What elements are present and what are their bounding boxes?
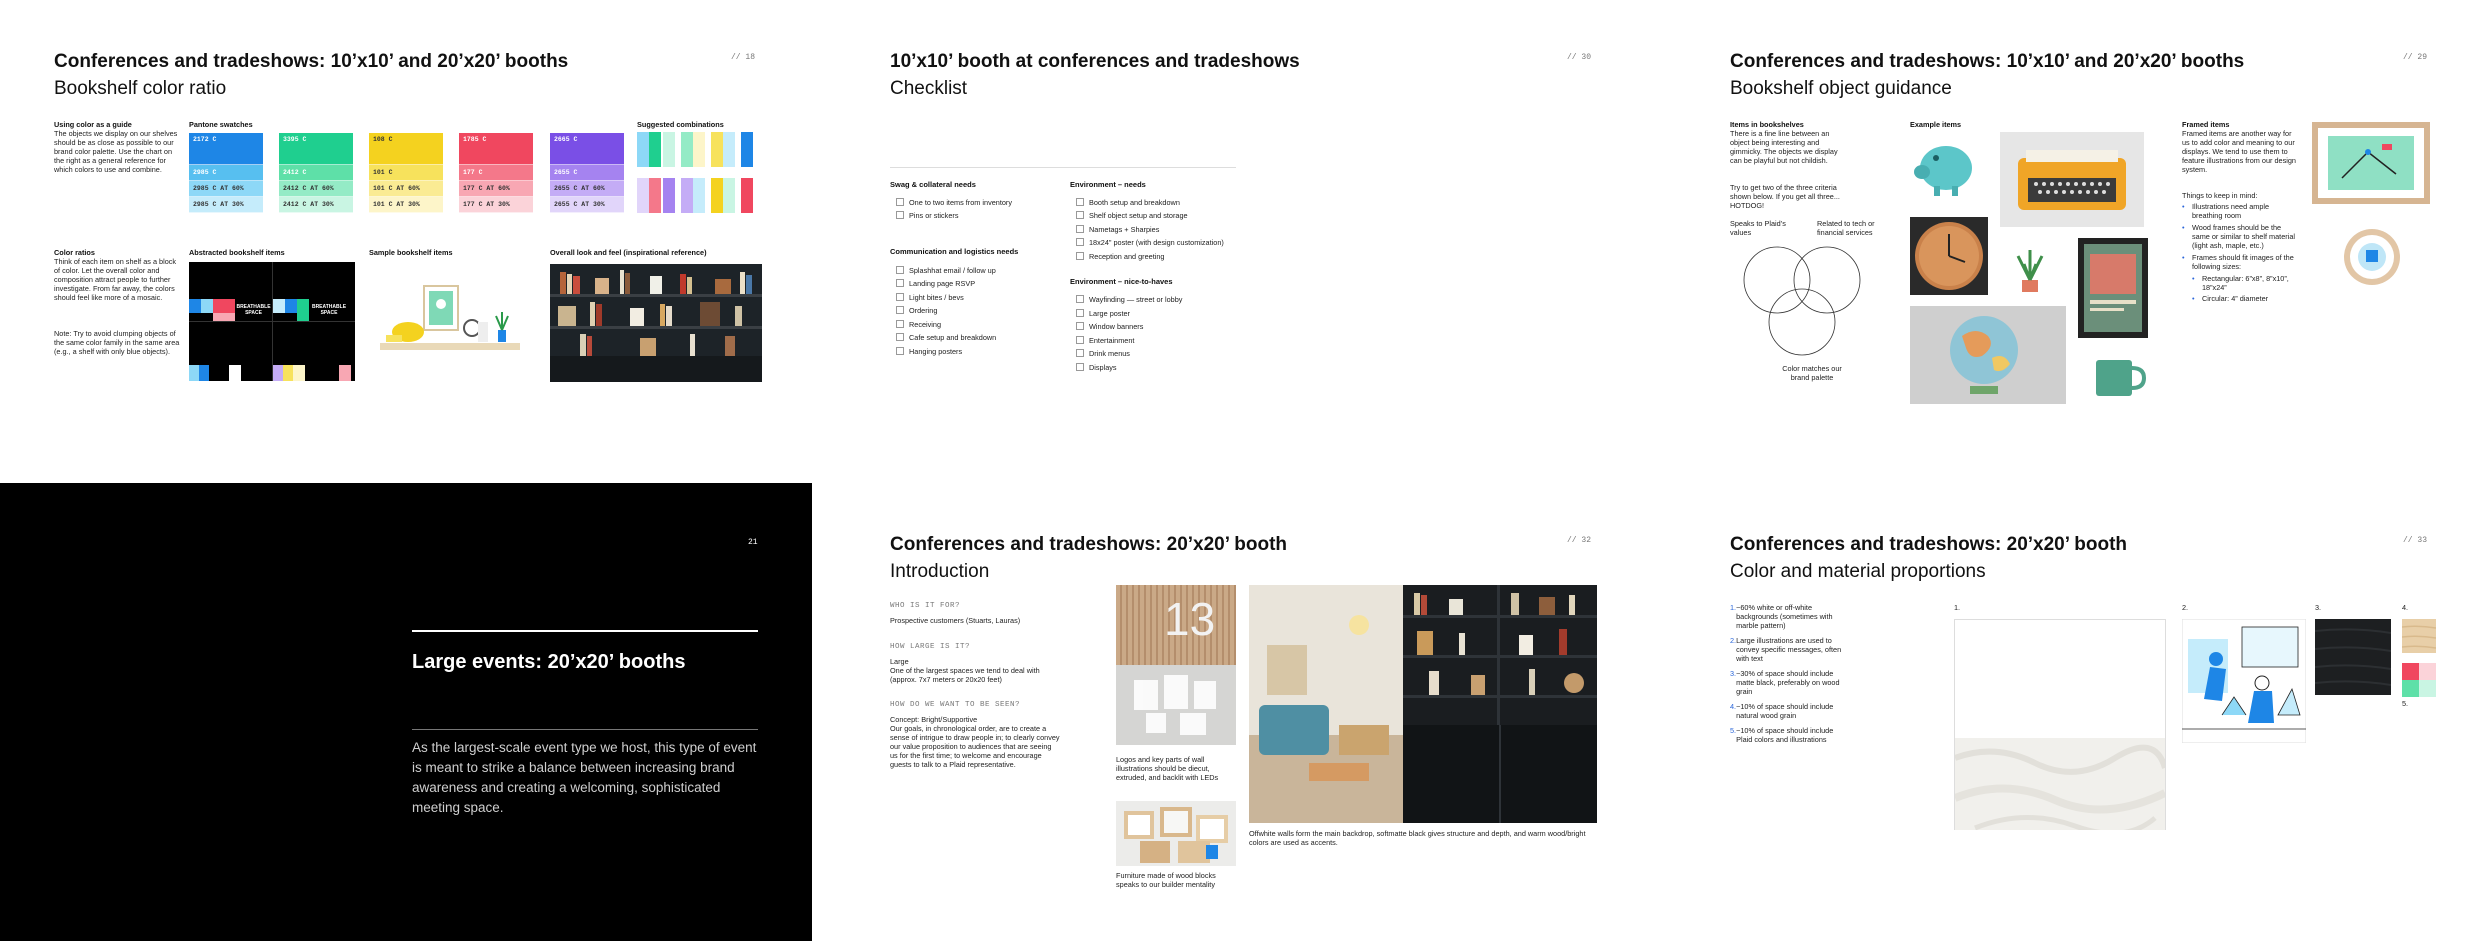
slide-bookshelf-object-guidance bbox=[1672, 0, 2484, 458]
combos-label: Suggested combinations bbox=[637, 120, 724, 129]
swag-heading: Swag & collateral needs bbox=[890, 180, 976, 189]
venn-label-color: Color matches our brand palette bbox=[1782, 364, 1842, 382]
pantone-swatch-tint: 101 C AT 30% bbox=[369, 197, 443, 213]
slide-title: 10’x10’ booth at conferences and tradeshows bbox=[890, 51, 1300, 72]
page-number: // 18 bbox=[731, 53, 756, 62]
pantone-swatch-column bbox=[459, 133, 533, 213]
pantone-swatch-tint: 2655 C AT 60% bbox=[550, 181, 624, 197]
plaid-colors-sample bbox=[2402, 663, 2436, 697]
pantone-swatch-tint: 2655 C bbox=[550, 165, 624, 181]
sample-label-1: 1. bbox=[1954, 603, 1961, 612]
list-item bbox=[1730, 702, 1848, 720]
pantone-swatch-column bbox=[550, 133, 624, 213]
env-nice-heading: Environment – nice-to-haves bbox=[1070, 277, 1173, 286]
pantone-swatch-tint: 177 C AT 30% bbox=[459, 197, 533, 213]
pantone-swatch-tint: 101 C AT 60% bbox=[369, 181, 443, 197]
divider-top bbox=[412, 630, 758, 632]
items-body-2: Try to get two of the three criteria shown below. If you get all three... HOTDOG! bbox=[1730, 183, 1840, 210]
slide-subtitle: Introduction bbox=[890, 561, 990, 582]
items-body: There is a fine line between an object being interesting and gimmicky. The objects we display can be playful but not childish. bbox=[1730, 129, 1838, 165]
checklist-item[interactable]: Large poster bbox=[1076, 309, 1130, 318]
black-wood-sample bbox=[2315, 619, 2391, 695]
checklist-item[interactable]: Nametags + Sharpies bbox=[1076, 225, 1159, 234]
sample-label-3: 3. bbox=[2315, 603, 2322, 612]
checklist-item[interactable]: Booth setup and breakdown bbox=[1076, 198, 1180, 207]
sample-label-4: 4. bbox=[2402, 603, 2409, 612]
pantone-swatch-tint: 101 C bbox=[369, 165, 443, 181]
keep-heading: Things to keep in mind: bbox=[2182, 191, 2258, 200]
abstract-label: Abstracted bookshelf items bbox=[189, 248, 285, 257]
sub-bullet-item: • Circular: 4” diameter bbox=[2192, 294, 2269, 303]
bullet-text: Illustrations need ample breathing room bbox=[2192, 202, 2270, 220]
bullet-text: Wood frames should be the same or similar to shelf material (light ash, maple, etc.) bbox=[2192, 223, 2295, 250]
checklist-item[interactable]: Reception and greeting bbox=[1076, 252, 1164, 261]
question-who: WHO IS IT FOR? bbox=[890, 602, 961, 610]
slide-color-material-proportions bbox=[1672, 483, 2484, 941]
illustration-sample bbox=[2182, 619, 2306, 743]
sample-label-2: 2. bbox=[2182, 603, 2189, 612]
natural-wood-sample bbox=[2402, 619, 2436, 653]
answer-who: Prospective customers (Stuarts, Lauras) bbox=[890, 616, 1021, 625]
pantone-swatch-tint: 2412 C bbox=[279, 165, 353, 181]
venn-label-tech: Related to tech or financial services bbox=[1817, 219, 1875, 237]
checklist-item[interactable]: Hanging posters bbox=[896, 347, 962, 356]
list-number: 4. bbox=[1730, 702, 1737, 711]
framed-bullets bbox=[2182, 202, 2300, 303]
list-item bbox=[1730, 603, 1848, 630]
divider-bottom bbox=[412, 729, 758, 730]
pantone-swatch-primary: 1785 C bbox=[459, 133, 533, 165]
venn-label-values: Speaks to Plaid’s values bbox=[1730, 219, 1786, 237]
list-text: ~10% of space should include natural wood grain bbox=[1736, 702, 1834, 720]
suggested-combinations bbox=[637, 132, 759, 222]
example-items-photos bbox=[1910, 130, 2164, 405]
checklist-item[interactable]: Splashhat email / follow up bbox=[896, 266, 996, 275]
env-needs-heading: Environment – needs bbox=[1070, 180, 1146, 189]
section-title: Large events: 20’x20’ booths bbox=[412, 651, 686, 673]
list-number: 2. bbox=[1730, 636, 1737, 645]
breathable-space-label: BREATHABLE SPACE bbox=[236, 304, 271, 316]
pantone-swatch-column bbox=[279, 133, 353, 213]
checklist-item[interactable]: One to two items from inventory bbox=[896, 198, 1012, 207]
answer-seen-head: Concept: Bright/Supportive bbox=[890, 715, 978, 724]
caption-walls: Offwhite walls form the main backdrop, softmatte black gives structure and depth, and warm wood/bright colors are used as accents. bbox=[1249, 829, 1586, 847]
slide-large-events bbox=[0, 483, 812, 941]
example-label: Example items bbox=[1910, 120, 1962, 129]
list-number: 1. bbox=[1730, 603, 1737, 612]
list-number: 3. bbox=[1730, 669, 1737, 678]
items-heading: Items in bookshelves bbox=[1730, 120, 1804, 129]
checklist-item[interactable]: Entertainment bbox=[1076, 336, 1134, 345]
pantone-swatch-tint: 2985 C bbox=[189, 165, 263, 181]
bullet-text: Frames should fit images of the following sizes: bbox=[2192, 253, 2294, 271]
ratios-note: Note: Try to avoid clumping objects of the same color family in the same area (e.g., a shelf with only blue objects). bbox=[54, 329, 180, 356]
slide-subtitle: Bookshelf object guidance bbox=[1730, 78, 1952, 99]
booth-interior-photo bbox=[1249, 585, 1597, 823]
section-body: As the largest-scale event type we host, this type of event is meant to strike a balance between increasing brand awareness and creating a welcoming, sophisticated meeting space. bbox=[412, 740, 757, 815]
page-number: // 33 bbox=[2403, 536, 2428, 545]
checklist-item[interactable]: Pins or stickers bbox=[896, 211, 958, 220]
page-number: // 29 bbox=[2403, 53, 2428, 62]
proportion-list bbox=[1730, 603, 1848, 744]
slide-subtitle: Checklist bbox=[890, 78, 968, 99]
divider bbox=[890, 167, 1236, 168]
guide-body: The objects we display on our shelves should be as close as possible to our brand color palette. Use the chart on the right as a general reference for which colors to use and combine. bbox=[54, 129, 178, 174]
sample-label-5: 5. bbox=[2402, 699, 2409, 708]
slide-title: Conferences and tradeshows: 20’x20’ booth bbox=[890, 534, 1287, 555]
pantone-swatch-tint: 2985 C AT 30% bbox=[189, 197, 263, 213]
pantone-swatch-tint: 2985 C AT 60% bbox=[189, 181, 263, 197]
bullet-item: • Wood frames should be the same or similar to shelf material (light ash, maple, etc.) bbox=[2182, 223, 2295, 250]
bullet-item: • Frames should fit images of the following sizes: bbox=[2182, 253, 2294, 271]
list-item bbox=[1730, 636, 1848, 663]
pantone-label: Pantone swatches bbox=[189, 120, 253, 129]
list-text: ~60% white or off-white backgrounds (sometimes with marble pattern) bbox=[1736, 603, 1833, 630]
answer-seen: Our goals, in chronological order, are to create a sense of intrigue to draw people in; to clearly convey our value proposition to audiences that are seeing us for the first time; to welcome and encourage guests to talk to a Plaid representative. bbox=[890, 724, 1060, 769]
bullet-item: • Illustrations need ample breathing room bbox=[2182, 202, 2270, 220]
checklist-item[interactable]: Cafe setup and breakdown bbox=[896, 333, 996, 342]
svg-text:13: 13 bbox=[1164, 593, 1216, 645]
bullet-text: Circular: 4” diameter bbox=[2202, 294, 2269, 303]
backlit-logo-photo bbox=[1116, 585, 1236, 745]
list-text: ~10% of space should include Plaid colors and illustrations bbox=[1736, 726, 1834, 744]
pantone-swatch-column bbox=[369, 133, 443, 213]
sample-bookshelf-illustration bbox=[380, 280, 520, 355]
checklist-item[interactable]: Wayfinding — street or lobby bbox=[1076, 295, 1182, 304]
sub-bullet-item: • Rectangular: 6”x8”, 8”x10”, 18”x24” bbox=[2192, 274, 2289, 292]
slide-title: Conferences and tradeshows: 10’x10’ and 20’x20’ booths bbox=[1730, 51, 2245, 72]
pantone-swatch-column bbox=[189, 133, 263, 213]
question-seen: HOW DO WE WANT TO BE SEEN? bbox=[890, 701, 1021, 709]
bookshelf-photo bbox=[550, 264, 762, 382]
slide-title: Conferences and tradeshows: 10’x10’ and 20’x20’ booths bbox=[54, 51, 569, 72]
caption-backlit: Logos and key parts of wall illustrations should be diecut, extruded, and backlit with LEDs bbox=[1116, 755, 1219, 782]
list-text: ~30% of space should include matte black, preferably on wood grain bbox=[1736, 669, 1840, 696]
checklist-item[interactable]: Window banners bbox=[1076, 322, 1143, 331]
question-size: HOW LARGE IS IT? bbox=[890, 643, 971, 651]
pantone-swatch-tint: 2412 C AT 60% bbox=[279, 181, 353, 197]
bullet-text: Rectangular: 6”x8”, 8”x10”, 18”x24” bbox=[2202, 274, 2289, 292]
venn-diagram bbox=[1732, 240, 1872, 365]
framed-body: Framed items are another way for us to add color and meaning to our displays. We tend to use them to feature illustrations from our design system. bbox=[2182, 129, 2296, 174]
checklist-item[interactable]: Light bites / bevs bbox=[896, 293, 964, 302]
page-number: // 30 bbox=[1567, 53, 1592, 62]
sample-label: Sample bookshelf items bbox=[369, 248, 453, 257]
checklist-item[interactable]: Receiving bbox=[896, 320, 941, 329]
list-item bbox=[1730, 726, 1848, 744]
backlit-logo-drawing bbox=[1116, 585, 1236, 745]
pantone-swatch-primary: 3395 C bbox=[279, 133, 353, 165]
pantone-swatch-primary: 2172 C bbox=[189, 133, 263, 165]
framed-item-examples bbox=[2312, 122, 2432, 287]
slide-checklist bbox=[836, 0, 1648, 458]
caption-furniture: Furniture made of wood blocks speaks to our builder mentality bbox=[1116, 871, 1216, 889]
wood-blocks-drawing bbox=[1116, 801, 1236, 866]
slide-title: Conferences and tradeshows: 20’x20’ booth bbox=[1730, 534, 2127, 555]
comms-heading: Communication and logistics needs bbox=[890, 247, 1019, 256]
slide-subtitle: Color and material proportions bbox=[1730, 561, 1986, 582]
checklist-item[interactable]: Drink menus bbox=[1076, 349, 1130, 358]
answer-size: One of the largest spaces we tend to deal with (approx. 7x7 meters or 20x20 feet) bbox=[890, 666, 1040, 684]
checklist-item[interactable]: Landing page RSVP bbox=[896, 279, 975, 288]
pantone-swatch-primary: 2665 C bbox=[550, 133, 624, 165]
checklist-item[interactable]: Displays bbox=[1076, 363, 1117, 372]
abstracted-bookshelf bbox=[189, 262, 355, 381]
booth-interior-drawing bbox=[1249, 585, 1597, 823]
pantone-swatch-primary: 108 C bbox=[369, 133, 443, 165]
ratios-body: Think of each item on shelf as a block of color. Let the overall color and composition attract people to further investigate. From far away, the colors should feel like more of a mosaic. bbox=[54, 257, 177, 302]
overall-label: Overall look and feel (inspirational reference) bbox=[550, 248, 707, 257]
marble-pattern bbox=[1955, 738, 2165, 830]
bookshelf-photo-drawing bbox=[550, 264, 762, 382]
checklist-item[interactable]: Ordering bbox=[896, 306, 937, 315]
page-number: // 32 bbox=[1567, 536, 1592, 545]
pantone-swatch-tint: 177 C bbox=[459, 165, 533, 181]
slide-bookshelf-color-ratio bbox=[0, 0, 812, 458]
wood-blocks-photo bbox=[1116, 801, 1236, 866]
breathable-space-label: BREATHABLE SPACE bbox=[311, 304, 347, 316]
pantone-swatch-tint: 2412 C AT 30% bbox=[279, 197, 353, 213]
slide-20x20-introduction bbox=[836, 483, 1648, 941]
answer-size-head: Large bbox=[890, 657, 909, 666]
white-background-sample bbox=[1954, 619, 2166, 830]
framed-heading: Framed items bbox=[2182, 120, 2230, 129]
list-item bbox=[1730, 669, 1848, 696]
ratios-heading: Color ratios bbox=[54, 248, 95, 257]
checklist-item[interactable]: Shelf object setup and storage bbox=[1076, 211, 1188, 220]
checklist-item[interactable]: 18x24" poster (with design customization) bbox=[1076, 238, 1224, 247]
list-text: Large illustrations are used to convey specific messages, often with text bbox=[1736, 636, 1842, 663]
pantone-swatch-tint: 177 C AT 60% bbox=[459, 181, 533, 197]
pantone-swatch-tint: 2655 C AT 30% bbox=[550, 197, 624, 213]
slide-subtitle: Bookshelf color ratio bbox=[54, 78, 227, 99]
page-number: 21 bbox=[748, 538, 758, 547]
guide-heading: Using color as a guide bbox=[54, 120, 132, 129]
list-number: 5. bbox=[1730, 726, 1737, 735]
